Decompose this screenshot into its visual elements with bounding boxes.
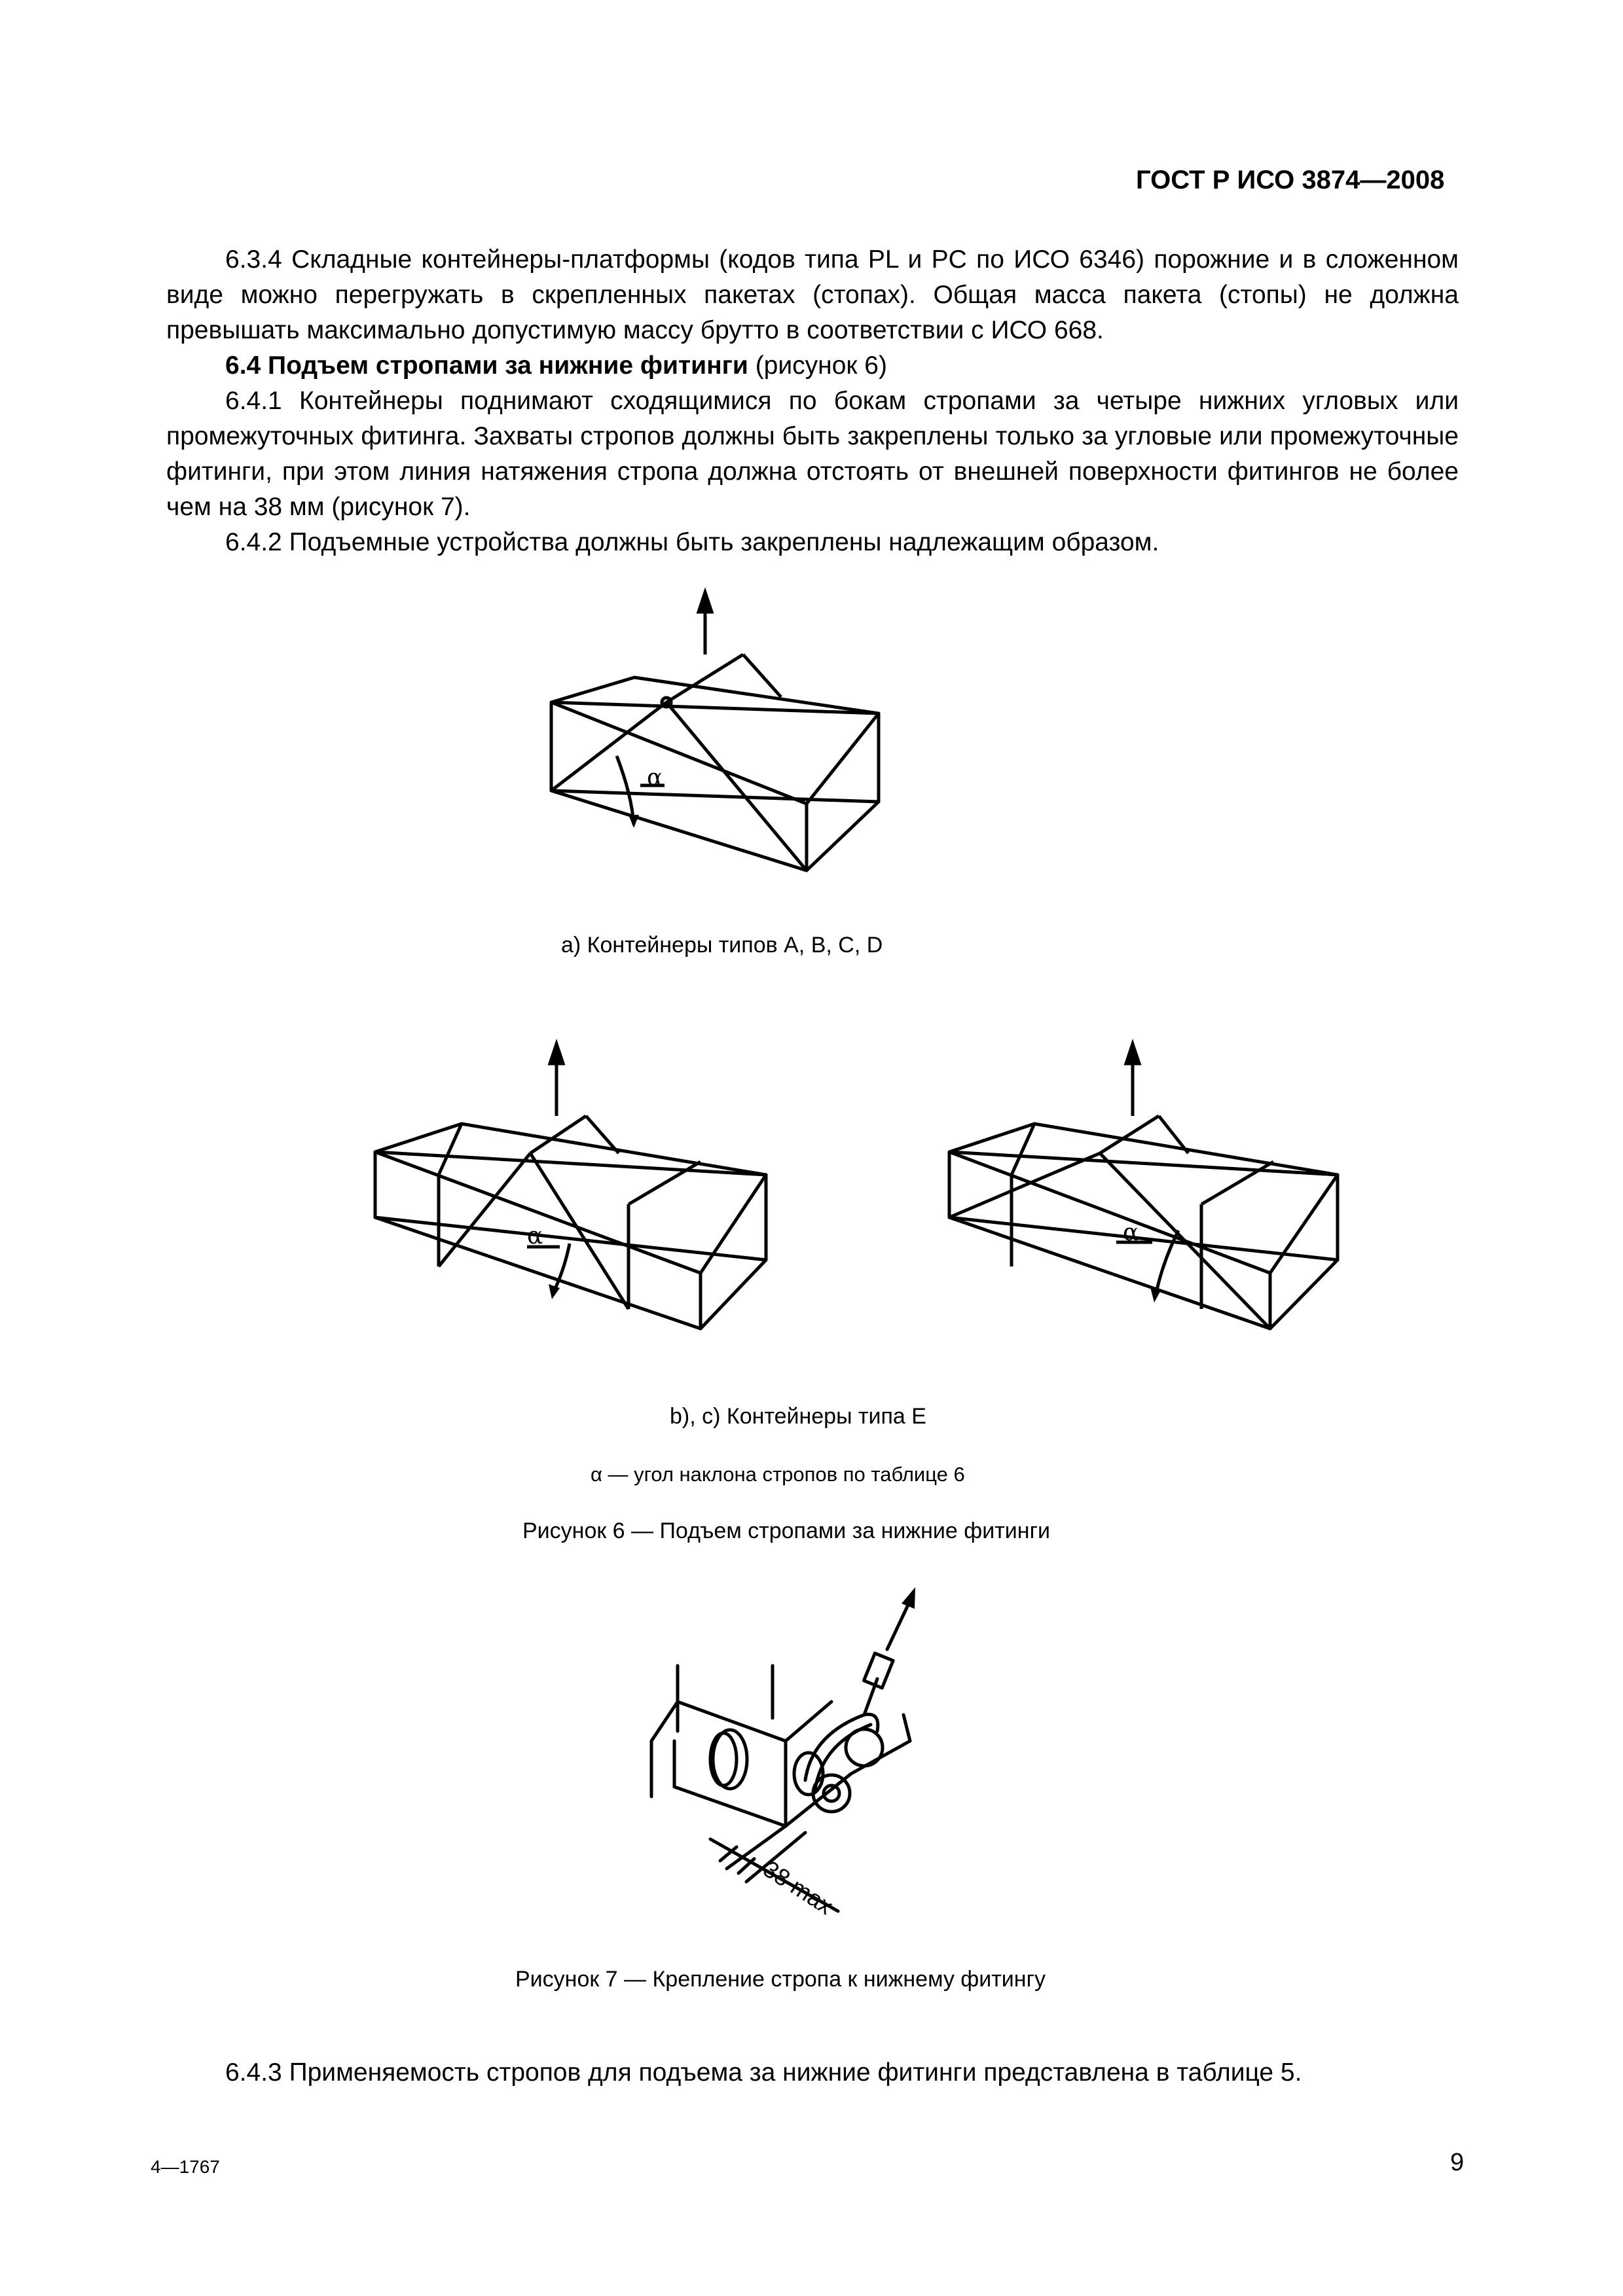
fitting-top-edge <box>786 1702 831 1741</box>
section-heading-title: 6.4 Подъем стропами за нижние фитинги <box>225 351 748 380</box>
footer-print-code: 4—1767 <box>151 2157 220 2177</box>
angle-symbol-6a: α <box>647 764 663 791</box>
figure-6bc-caption: b), c) Контейнеры типа E <box>670 1404 926 1429</box>
fitting-bottom-edge <box>674 1787 786 1826</box>
section-heading-figure-ref: (рисунок 6) <box>748 351 887 380</box>
structure-edge <box>651 1702 678 1741</box>
figure-6a-caption: а) Контейнеры типов A, B, C, D <box>561 933 883 958</box>
figure-7-title: Рисунок 7 — Крепление стропа к нижнему фитингу <box>515 1967 1046 1992</box>
sling-line <box>887 1604 909 1649</box>
figure-6-legend: α — угол наклона стропов по таблице 6 <box>591 1463 965 1486</box>
figure-6-title: Рисунок 6 — Подъем стропами за нижние фитинги <box>522 1518 1050 1543</box>
dimension-label-38-max: 38 max <box>758 1855 838 1920</box>
sling-loop <box>805 1714 878 1780</box>
paragraph-6-3-4: 6.3.4 Складные контейнеры-платформы (кодов типа PL и PC по ИСО 6346) порожние и в сложенном виде можно перегружать в скрепленных пакетах (стопах). Общая масса пакета (стопы) не должна превышать максимально допустимую массу брутто в соответствии с ИСО 668. <box>166 245 1459 344</box>
paragraph-6-4-1: 6.4.1 Контейнеры поднимают сходящимися по бокам стропами за четыре нижних угловых или промежуточных фитинга. Захваты стропов должны быть закреплены только за угловые или промежуточные фитинги, при этом линия натяжения стропа должна отстоять от внешней поверхности фитингов не более чем на 38 мм (рисунок 7). <box>166 387 1459 521</box>
lift-arrow-head-7 <box>902 1587 915 1609</box>
angle-symbol-6c: α <box>1123 1219 1139 1246</box>
angle-symbol-6b: α <box>527 1223 543 1249</box>
document-code-header: ГОСТ Р ИСО 3874—2008 <box>1136 166 1445 194</box>
paragraph-6-4-3: 6.4.3 Применяемость стропов для подъема за нижние фитинги представлена в таблице 5. <box>225 2058 1302 2087</box>
paragraph-6-4-2: 6.4.2 Подъемные устройства должны быть закреплены надлежащим образом. <box>225 528 1159 556</box>
sling-ferrule <box>864 1653 893 1688</box>
page-number: 9 <box>1450 2149 1465 2176</box>
fitting-end-edge <box>903 1715 910 1741</box>
